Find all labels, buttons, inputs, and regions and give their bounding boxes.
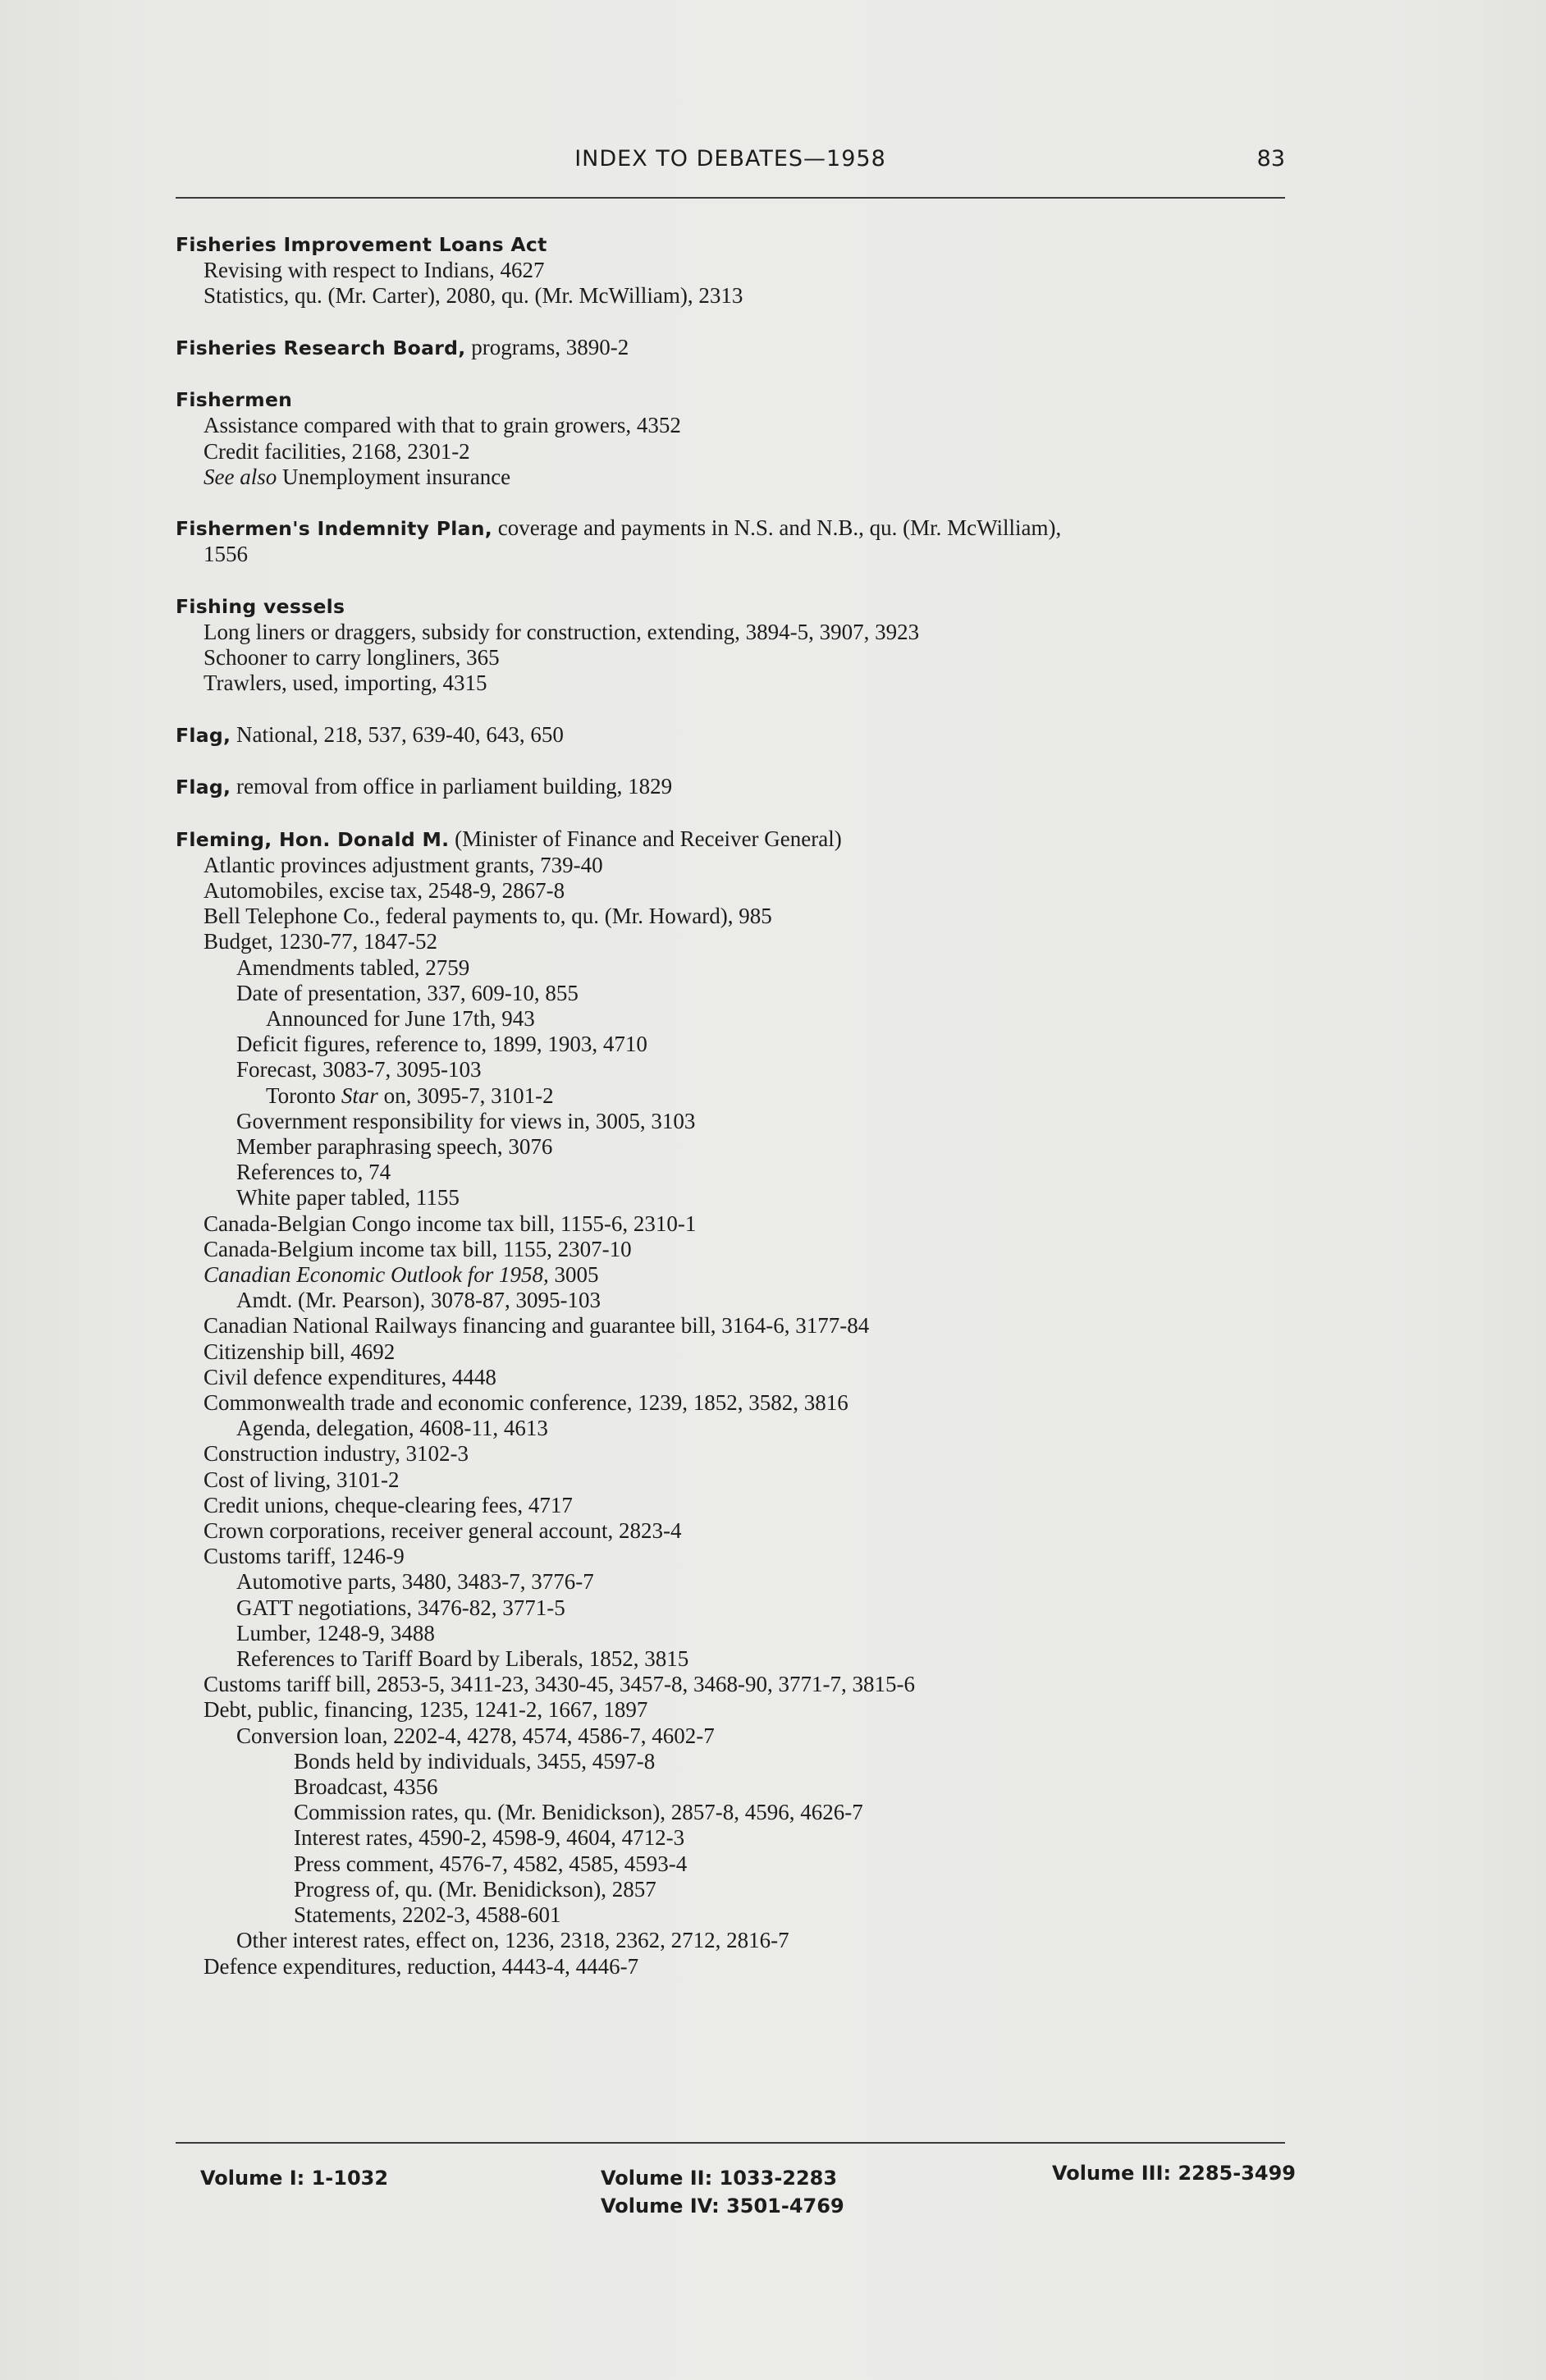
entry-heading: Fleming, Hon. Donald M.: [176, 827, 450, 851]
subentry-line: [176, 1185, 1324, 1211]
entry-heading-line: [176, 387, 1324, 413]
subentry-line: [176, 904, 1324, 929]
subentry-line: [176, 1057, 1324, 1082]
subentry-text: Canadian National Railways financing and guarantee bill, 3164-6, 3177-84: [204, 1313, 870, 1339]
entry-detail: removal from office in parliament building, 1829: [231, 774, 673, 799]
entry-heading: Fishing vessels: [176, 594, 345, 618]
subentry-text: GATT negotiations, 3476-82, 3771-5: [236, 1595, 565, 1620]
subentry-line: [176, 1595, 1324, 1621]
subentry-line: [176, 1288, 1324, 1313]
subentry-text: on, 3095-7, 3101-2: [377, 1082, 554, 1108]
subentry-text: Announced for June 17th, 943: [266, 1005, 535, 1031]
subentry-text: Construction industry, 3102-3: [204, 1441, 469, 1467]
subentry-text: References to, 74: [236, 1160, 391, 1185]
entry-detail: programs, 3890-2: [465, 334, 629, 359]
subentry-line: [176, 878, 1324, 904]
subentry-line: [176, 1646, 1324, 1672]
subentry-text: Statistics, qu. (Mr. Carter), 2080, qu. (Mr. McWilliam), 2313: [204, 283, 743, 309]
entry-heading: Fishermen: [176, 388, 293, 412]
subentry-text: Amdt. (Mr. Pearson), 3078-87, 3095-103: [236, 1288, 601, 1313]
subentry-text: Progress of, qu. (Mr. Benidickson), 2857: [294, 1876, 656, 1902]
index-entry: [176, 593, 1324, 697]
subentry-line: [176, 1467, 1324, 1493]
subentry-text: Agenda, delegation, 4608-11, 4613: [236, 1416, 548, 1441]
subentry-line: [176, 1441, 1324, 1467]
subentry-line: [176, 853, 1324, 878]
entry-heading: Fisheries Improvement Loans Act: [176, 233, 547, 256]
index-entry: [176, 826, 1324, 1980]
header-rule: [176, 197, 1285, 199]
index-entry: [176, 231, 1324, 309]
subentry-text: Statements, 2202-3, 4588-601: [294, 1902, 561, 1928]
subentry-line: [176, 1390, 1324, 1416]
subentry-line: [176, 1569, 1324, 1595]
subentry-line: [176, 1877, 1324, 1902]
subentry-text: Bell Telephone Co., federal payments to, qu. (Mr. Howard), 985: [204, 904, 772, 929]
subentry-line: [176, 929, 1324, 954]
subentry-text: Civil defence expenditures, 4448: [204, 1364, 496, 1389]
subentry-line: [176, 645, 1324, 671]
subentry-line: [176, 1749, 1324, 1774]
entry-heading-line: [176, 774, 1324, 800]
subentry-line: [176, 1134, 1324, 1160]
subentry-text: Deficit figures, reference to, 1899, 1903, 4710: [236, 1032, 647, 1057]
subentry-line: [176, 1672, 1324, 1697]
subentry-text: Unemployment insurance: [277, 464, 511, 489]
subentry-line: [176, 1109, 1324, 1134]
subentry-line: [176, 439, 1324, 465]
entry-heading-line: [176, 722, 1324, 748]
subentry-line: [176, 671, 1324, 696]
entry-detail: coverage and payments in N.S. and N.B., qu. (Mr. McWilliam),: [492, 515, 1062, 541]
subentry-line: [176, 1825, 1324, 1851]
subentry-text: Revising with respect to Indians, 4627: [204, 258, 545, 283]
index-entry: [176, 774, 1324, 800]
subentry-line: [176, 981, 1324, 1006]
entry-heading: Fishermen's Indemnity Plan,: [176, 517, 493, 541]
subentry-line: [176, 1262, 1324, 1288]
entry-gap: [176, 361, 1324, 387]
subentry-italic: Canadian Economic Outlook for 1958,: [204, 1262, 549, 1288]
entry-heading-line: [176, 593, 1324, 620]
subentry-line: [176, 1800, 1324, 1825]
volume-4-range: Volume IV: 3501-4769: [601, 2195, 844, 2218]
subentry-text: Trawlers, used, importing, 4315: [204, 671, 487, 696]
subentry-line: [176, 955, 1324, 981]
entry-gap: [176, 800, 1324, 826]
index-entry: [176, 335, 1324, 361]
subentry-line: [176, 1032, 1324, 1057]
subentry-line: [176, 1774, 1324, 1800]
subentry-text: Citizenship bill, 4692: [204, 1339, 396, 1364]
subentry-line: [176, 1621, 1324, 1646]
volume-3-range: Volume III: 2285-3499: [1052, 2162, 1296, 2185]
subentry-text: Interest rates, 4590-2, 4598-9, 4604, 4712-3: [294, 1825, 685, 1851]
subentry-text: Cost of living, 3101-2: [204, 1467, 400, 1492]
volume-footer: [176, 2162, 1324, 2240]
subentry-text: Forecast, 3083-7, 3095-103: [236, 1057, 482, 1082]
subentry-text: Long liners or draggers, subsidy for construction, extending, 3894-5, 3907, 3923: [204, 619, 920, 644]
subentry-text: Credit unions, cheque-clearing fees, 4717: [204, 1492, 573, 1517]
index-entries: [176, 231, 1324, 1980]
entry-heading: Flag,: [176, 723, 231, 747]
subentry-text: Debt, public, financing, 1235, 1241-2, 1667, 1897: [204, 1697, 648, 1723]
subentry-text: Canada-Belgian Congo income tax bill, 1155-6, 2310-1: [204, 1211, 697, 1236]
volume-1-range: Volume I: 1-1032: [200, 2167, 389, 2190]
subentry-text: Customs tariff bill, 2853-5, 3411-23, 3430-45, 3457-8, 3468-90, 3771-7, 3815-6: [204, 1672, 915, 1697]
subentry-text: Atlantic provinces adjustment grants, 739-40: [204, 852, 603, 877]
subentry-text: Lumber, 1248-9, 3488: [236, 1620, 435, 1645]
subentry-text: Date of presentation, 337, 609-10, 855: [236, 980, 579, 1005]
subentry-text: Schooner to carry longliners, 365: [204, 645, 500, 671]
subentry-line: [176, 1237, 1324, 1262]
subentry-text: References to Tariff Board by Liberals, 1852, 3815: [236, 1646, 689, 1672]
entry-gap: [176, 309, 1324, 335]
entry-heading: Flag,: [176, 776, 231, 799]
subentry-line: [176, 620, 1324, 645]
subentry-line: [176, 1416, 1324, 1441]
entry-gap: [176, 748, 1324, 774]
entry-gap: [176, 568, 1324, 593]
entry-heading-line: [176, 335, 1324, 361]
subentry-line: [176, 1083, 1324, 1109]
subentry-text: Bonds held by individuals, 3455, 4597-8: [294, 1748, 656, 1774]
subentry-line: [176, 1365, 1324, 1390]
index-entry: [176, 515, 1324, 567]
subentry-text: Broadcast, 4356: [294, 1774, 438, 1800]
subentry-text: Government responsibility for views in, 3005, 3103: [236, 1108, 696, 1133]
subentry-line: [176, 1313, 1324, 1339]
index-entry: [176, 387, 1324, 490]
subentry-line: [176, 1211, 1324, 1237]
subentry-text: Press comment, 4576-7, 4582, 4585, 4593-4: [294, 1851, 688, 1876]
subentry-italic: Star: [341, 1082, 378, 1108]
entry-gap: [176, 697, 1324, 722]
subentry-line: [176, 1544, 1324, 1569]
subentry-line: [176, 1339, 1324, 1365]
subentry-text: Automobiles, excise tax, 2548-9, 2867-8: [204, 877, 565, 903]
subentry-prefix: Toronto: [266, 1082, 341, 1108]
entry-heading-line: [176, 826, 1324, 853]
page-number: 83: [1256, 146, 1285, 172]
subentry-text: Assistance compared with that to grain growers, 4352: [204, 413, 681, 438]
subentry-line: [176, 1851, 1324, 1877]
see-also-label: See also: [204, 464, 277, 489]
subentry-text: Crown corporations, receiver general account, 2823-4: [204, 1518, 682, 1544]
subentry-text: Amendments tabled, 2759: [236, 954, 470, 980]
subentry-text: Other interest rates, effect on, 1236, 2318, 2362, 2712, 2816-7: [236, 1928, 789, 1953]
page-title: INDEX TO DEBATES—1958: [574, 146, 886, 172]
subentry-line: [176, 1006, 1324, 1032]
entry-continuation: 1556: [204, 542, 248, 567]
footer-rule: [176, 2142, 1285, 2144]
subentry-text: Defence expenditures, reduction, 4443-4, 4446-7: [204, 1953, 639, 1979]
entry-heading: Fisheries Research Board,: [176, 336, 466, 359]
subentry-line: [176, 283, 1324, 309]
subentry-text: Canada-Belgium income tax bill, 1155, 2307-10: [204, 1236, 632, 1261]
subentry-line: [176, 465, 1324, 490]
subentry-line: [176, 413, 1324, 438]
entry-heading-line: [176, 515, 1324, 542]
index-entry: [176, 722, 1324, 748]
subentry-line: [176, 1160, 1324, 1185]
subentry-text: Customs tariff, 1246-9: [204, 1544, 405, 1569]
entry-heading-line: [176, 231, 1324, 258]
subentry-text: Automotive parts, 3480, 3483-7, 3776-7: [236, 1569, 594, 1595]
subentry-line: [176, 1723, 1324, 1749]
subentry-text: Member paraphrasing speech, 3076: [236, 1134, 553, 1159]
subentry-text: Commission rates, qu. (Mr. Benidickson), 2857-8, 4596, 4626-7: [294, 1800, 863, 1825]
subentry-line: [176, 258, 1324, 283]
subentry-line: [176, 1954, 1324, 1980]
subentry-text: Credit facilities, 2168, 2301-2: [204, 438, 470, 464]
entry-detail: (Minister of Finance and Receiver General): [449, 826, 842, 851]
subentry-line: [176, 1928, 1324, 1953]
subentry-line: [176, 1902, 1324, 1928]
page-header: [176, 146, 1285, 195]
volume-2-range: Volume II: 1033-2283: [601, 2167, 838, 2190]
entry-detail: National, 218, 537, 639-40, 643, 650: [231, 721, 564, 747]
subentry-text: 3005: [548, 1262, 599, 1288]
subentry-line: [176, 1493, 1324, 1518]
subentry-line: [176, 1518, 1324, 1544]
subentry-text: Commonwealth trade and economic conference, 1239, 1852, 3582, 3816: [204, 1390, 848, 1416]
subentry-line: [176, 1697, 1324, 1723]
entry-gap: [176, 490, 1324, 515]
subentry-text: White paper tabled, 1155: [236, 1185, 460, 1211]
subentry-text: Budget, 1230-77, 1847-52: [204, 929, 437, 954]
subentry-text: Conversion loan, 2202-4, 4278, 4574, 4586-7, 4602-7: [236, 1723, 715, 1748]
